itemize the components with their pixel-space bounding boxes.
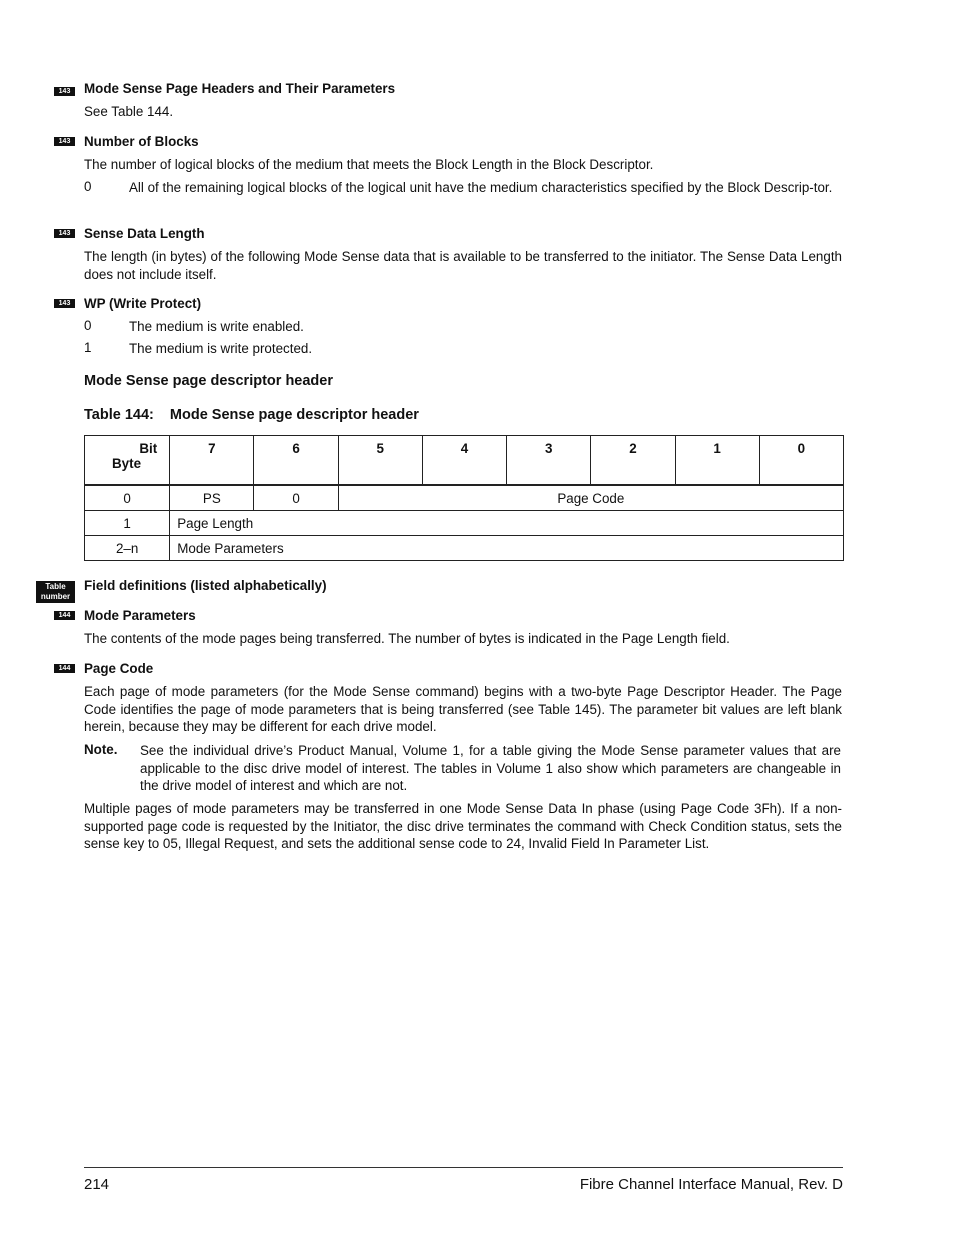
value-description: The medium is write protected.: [129, 341, 313, 356]
note-label: Note.: [84, 742, 118, 757]
table-caption-title: Mode Sense page descriptor header: [169, 407, 419, 423]
mode-sense-header-table: [84, 435, 844, 561]
table-row: [85, 536, 844, 561]
field-heading-mode-parameters: Mode Parameters: [84, 608, 196, 623]
section-title: Mode Sense page descriptor header: [84, 373, 333, 389]
bit-column-header: 4: [422, 436, 506, 485]
field-description: The length (in bytes) of the following Mode Sense data that is available to be transferred to the initiator. The Sense Data Length does not include itself.: [84, 249, 842, 282]
badge-line: Table: [45, 582, 66, 591]
table-ref-badge: 143: [54, 87, 75, 96]
value-number: 0: [84, 318, 92, 333]
table-ref-badge: 143: [54, 229, 75, 238]
byte-cell: 1: [85, 511, 170, 536]
bit-column-header: 1: [675, 436, 759, 485]
bit6-cell: 0: [254, 486, 338, 511]
field-description: The contents of the mode pages being transferred. The number of bytes is indicated in the Page Length field.: [84, 631, 730, 646]
value-number: 0: [84, 179, 92, 194]
note-text: See the individual drive’s Product Manual, Volume 1, for a table giving the Mode Sense parameter values that are applicable to the disc drive model of interest. The tables in Volume 1 also show which parameters are changeable in the drive model of interest and which are not.: [140, 743, 841, 793]
page-code-cell: Page Code: [338, 486, 843, 511]
byte-cell: 0: [85, 486, 170, 511]
table-caption: [84, 407, 419, 423]
field-heading-mode-sense-page-headers: Mode Sense Page Headers and Their Parameters: [84, 81, 396, 96]
table-ref-badge: 143: [54, 299, 75, 308]
byte-header-label: Byte: [112, 456, 142, 471]
mode-parameters-cell: Mode Parameters: [170, 536, 844, 561]
badge-line: number: [40, 592, 71, 601]
table-row: [85, 486, 844, 511]
field-heading-page-code: Page Code: [84, 661, 154, 676]
value-number: 1: [84, 340, 92, 355]
table-ref-badge: 144: [54, 611, 75, 620]
field-heading-write-protect: WP (Write Protect): [84, 296, 202, 311]
field-heading-number-of-blocks: Number of Blocks: [84, 134, 199, 149]
field-description: Multiple pages of mode parameters may be transferred in one Mode Sense Data In phase (using Page Code 3Fh). If a non-supported page code is requested by the Initiator, the disc drive terminates the command with Check Condition status, sets the sense key to 05, Illegal Request, and sets the additional sense code to 24, Invalid Field In Parameter List.: [84, 801, 842, 851]
field-description: Each page of mode parameters (for the Mode Sense command) begins with a two-byte Page Descriptor Header. The Page Code identifies the page of mode parameters that is being transferred (see Table 145). The parameter bit values are left blank herein, because they may be different for each drive model.: [84, 684, 842, 734]
table-number-badge: [36, 581, 75, 603]
bit-column-header: 0: [759, 436, 843, 485]
footer-rule: [84, 1167, 843, 1168]
bit-column-header: 2: [591, 436, 675, 485]
bit-column-header: 3: [507, 436, 591, 485]
bit-column-header: 7: [170, 436, 254, 485]
table-header-row: [85, 436, 844, 485]
bit-byte-header-cell: [85, 436, 170, 485]
field-description: The number of logical blocks of the medium that meets the Block Length in the Block Descriptor.: [84, 157, 654, 172]
value-description: All of the remaining logical blocks of the logical unit have the medium characteristics specified by the Block Descrip-tor.: [129, 180, 833, 195]
table-ref-badge: 144: [54, 664, 75, 673]
table-ref-badge: 143: [54, 137, 75, 146]
bit-header-label: Bit: [139, 441, 158, 456]
ps-cell: PS: [170, 486, 254, 511]
field-heading-sense-data-length: Sense Data Length: [84, 226, 205, 241]
table-caption-label: Table 144:: [84, 407, 154, 423]
field-definitions-heading: Field definitions (listed alphabetically): [84, 578, 327, 593]
byte-cell: 2–n: [85, 536, 170, 561]
bit-column-header: 6: [254, 436, 338, 485]
document-title: Fibre Channel Interface Manual, Rev. D: [579, 1176, 843, 1193]
field-description: See Table 144.: [84, 104, 174, 119]
value-description: The medium is write enabled.: [129, 319, 304, 334]
page-number: 214: [84, 1176, 110, 1193]
page-length-cell: Page Length: [170, 511, 844, 536]
bit-column-header: 5: [338, 436, 422, 485]
table-row: [85, 511, 844, 536]
